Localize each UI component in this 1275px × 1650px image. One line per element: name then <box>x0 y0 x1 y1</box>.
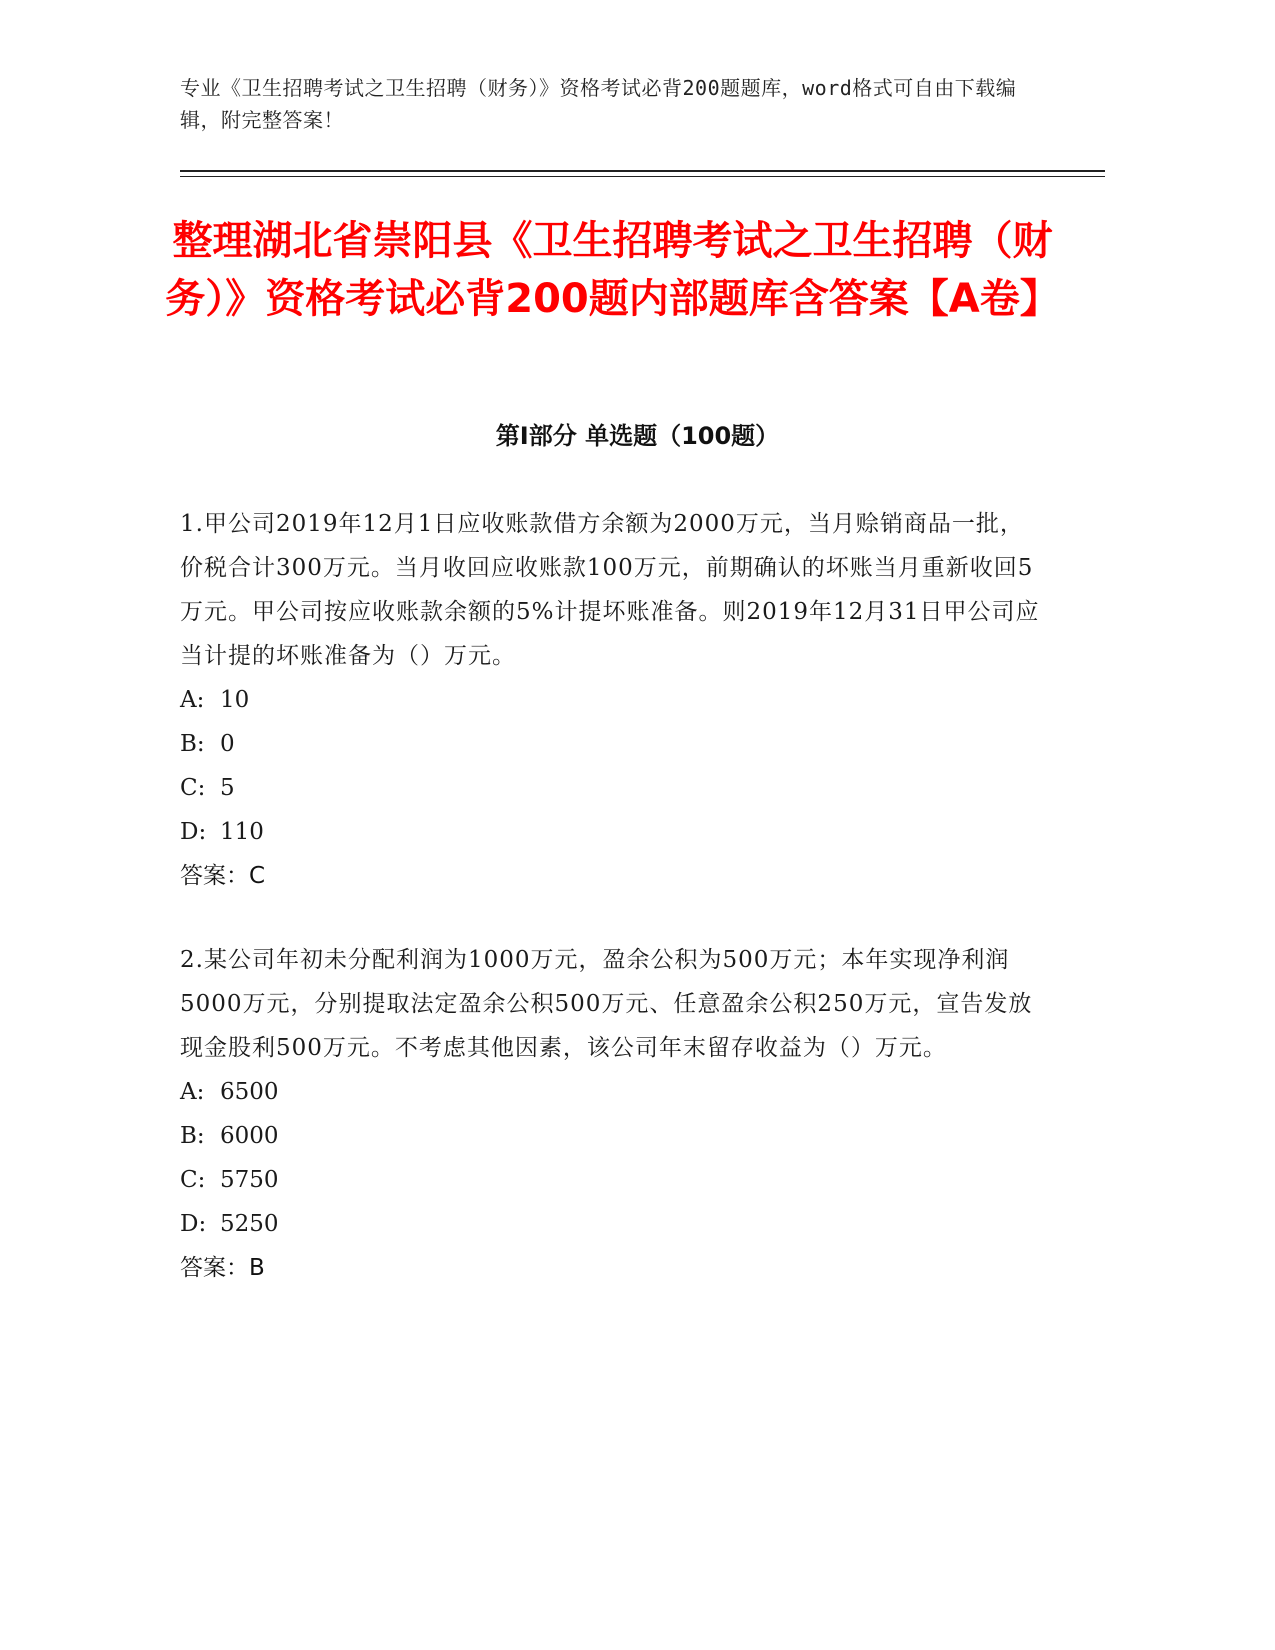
option-text: 6500 <box>220 1079 279 1105</box>
question-stem: 2.某公司年初未分配利润为1000万元，盈余公积为500万元；本年实现净利润5000万元，分别提取法定盈余公积500万元、任意盈余公积250万元，宣告发放现金股利500万元。不考虑其他因素，该公司年末留存收益为（）万元。 <box>180 947 1033 1061</box>
option-letter: A: <box>180 1079 205 1105</box>
option-letter: D: <box>180 819 207 845</box>
option-letter: D: <box>180 1211 207 1237</box>
option-c <box>180 1158 1040 1202</box>
option-letter: B: <box>180 1123 205 1149</box>
option-d <box>180 1202 1040 1246</box>
option-a <box>180 678 1040 722</box>
option-letter: A: <box>180 687 205 713</box>
option-text: 10 <box>220 687 250 713</box>
option-b <box>180 722 1040 766</box>
option-text: 6000 <box>220 1123 279 1149</box>
answer: 答案：C <box>180 863 266 889</box>
question-1 <box>180 502 1040 898</box>
question-2 <box>180 938 1040 1290</box>
option-text: 110 <box>220 819 264 845</box>
header-divider-thick <box>180 170 1105 172</box>
option-d <box>180 810 1040 854</box>
header-divider-thin <box>180 176 1105 177</box>
section-heading: 第I部分 单选题（100题） <box>495 422 780 450</box>
option-text: 0 <box>220 731 235 757</box>
option-text: 5750 <box>220 1167 279 1193</box>
option-c <box>180 766 1040 810</box>
question-stem: 1.甲公司2019年12月1日应收账款借方余额为2000万元，当月赊销商品一批，价税合计300万元。当月收回应收账款100万元，前期确认的坏账当月重新收回5万元。甲公司按应收账款余额的5%计提坏账准备。则2019年12月31日甲公司应当计提的坏账准备为（）万元。 <box>180 511 1040 669</box>
option-b <box>180 1114 1040 1158</box>
option-text: 5 <box>220 775 235 801</box>
option-text: 5250 <box>220 1211 279 1237</box>
answer: 答案：B <box>180 1255 265 1281</box>
header-note: 专业《卫生招聘考试之卫生招聘（财务）》资格考试必背200题题库，word格式可自由下载编辑，附完整答案！ <box>180 76 1017 132</box>
option-a <box>180 1070 1040 1114</box>
option-letter: B: <box>180 731 205 757</box>
document-title: 整理湖北省崇阳县《卫生招聘考试之卫生招聘（财务）》资格考试必背200题内部题库含答案【A卷】 <box>165 218 1060 322</box>
option-letter: C: <box>180 775 206 801</box>
option-letter: C: <box>180 1167 206 1193</box>
